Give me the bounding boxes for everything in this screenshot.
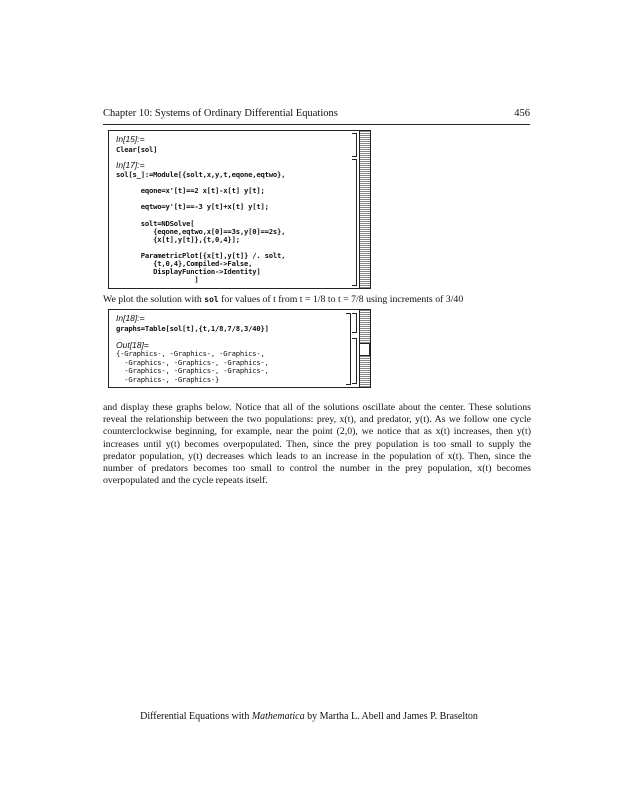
cell-bracket[interactable] <box>352 133 357 157</box>
notebook-cell-group-2 <box>108 309 371 388</box>
book-title-italic: Mathematica <box>251 711 305 722</box>
vertical-scrollbar[interactable] <box>359 131 370 288</box>
input-code-15[interactable]: Clear[sol] <box>116 145 158 154</box>
cell-bracket[interactable] <box>352 313 357 333</box>
cell-bracket[interactable] <box>346 313 351 385</box>
input-label-17: In[17]:= <box>116 160 145 170</box>
inline-code: sol <box>204 295 219 304</box>
input-label-15: In[15]:= <box>116 134 145 144</box>
scrollbar-thumb[interactable] <box>359 343 370 356</box>
output-label-18: Out[18]= <box>116 340 149 350</box>
page-footer: Differential Equations with Mathematica by Martha L. Abell and James P. Braselton <box>140 711 478 722</box>
page-header <box>103 108 530 125</box>
body-paragraph: and display these graphs below. Notice that all of the solutions oscillate about the center. These solutions reveal the relationship between the two populations: prey, x(t), and predator, y(t). As we follow one cycle counterclockwise beginning, for example, near the point (2,0), we notice that as x(t) increases, then y(t) increases until y(t) becomes overpopulated. Then, since the prey population is too small to supply the predator population, y(t) decreases which leads to an increase in the population of x(t). Then, since the number of predators becomes too small to control the number in the prey population, x(t) becomes overpopulated and the cycle repeats itself. <box>103 402 531 487</box>
cell-bracket[interactable] <box>352 159 357 286</box>
caption-line: We plot the solution with sol for values of t from t = 1/8 to t = 7/8 using increments of 3/40 <box>103 294 464 305</box>
chapter-title: Chapter 10: Systems of Ordinary Differential Equations <box>103 108 338 119</box>
input-code-18[interactable]: graphs=Table[sol[t],{t,1/8,7/8,3/40}] <box>116 324 269 333</box>
page-number: 456 <box>514 108 530 119</box>
vertical-scrollbar[interactable] <box>359 310 370 387</box>
input-code-17[interactable]: sol[s_]:=Module[{solt,x,y,t,eqone,eqtwo}, eqone=x'[t]==2 x[t]-x[t] y[t]; eqtwo=y'[t]==-3 y[t]+x[t] y[t]; solt=NDSolve[ {eqone,eqtwo,x[0]==3s,y[0]==2s}, {x[t],y[t]},{t,0,4}]; ParametricPlot[{x[t],y[t]} /. solt, {t,0,4},Compiled->False, DisplayFunction->Identity] ] <box>116 170 286 285</box>
input-label-18: In[18]:= <box>116 313 145 323</box>
cell-bracket[interactable] <box>352 338 357 384</box>
output-code-18: {-Graphics-, -Graphics-, -Graphics-, -Graphics-, -Graphics-, -Graphics-, -Graphics-, -Graphics-, -Graphics-, -Graphics-, -Graphics-} <box>116 349 269 384</box>
notebook-cell-group-1 <box>108 130 371 289</box>
